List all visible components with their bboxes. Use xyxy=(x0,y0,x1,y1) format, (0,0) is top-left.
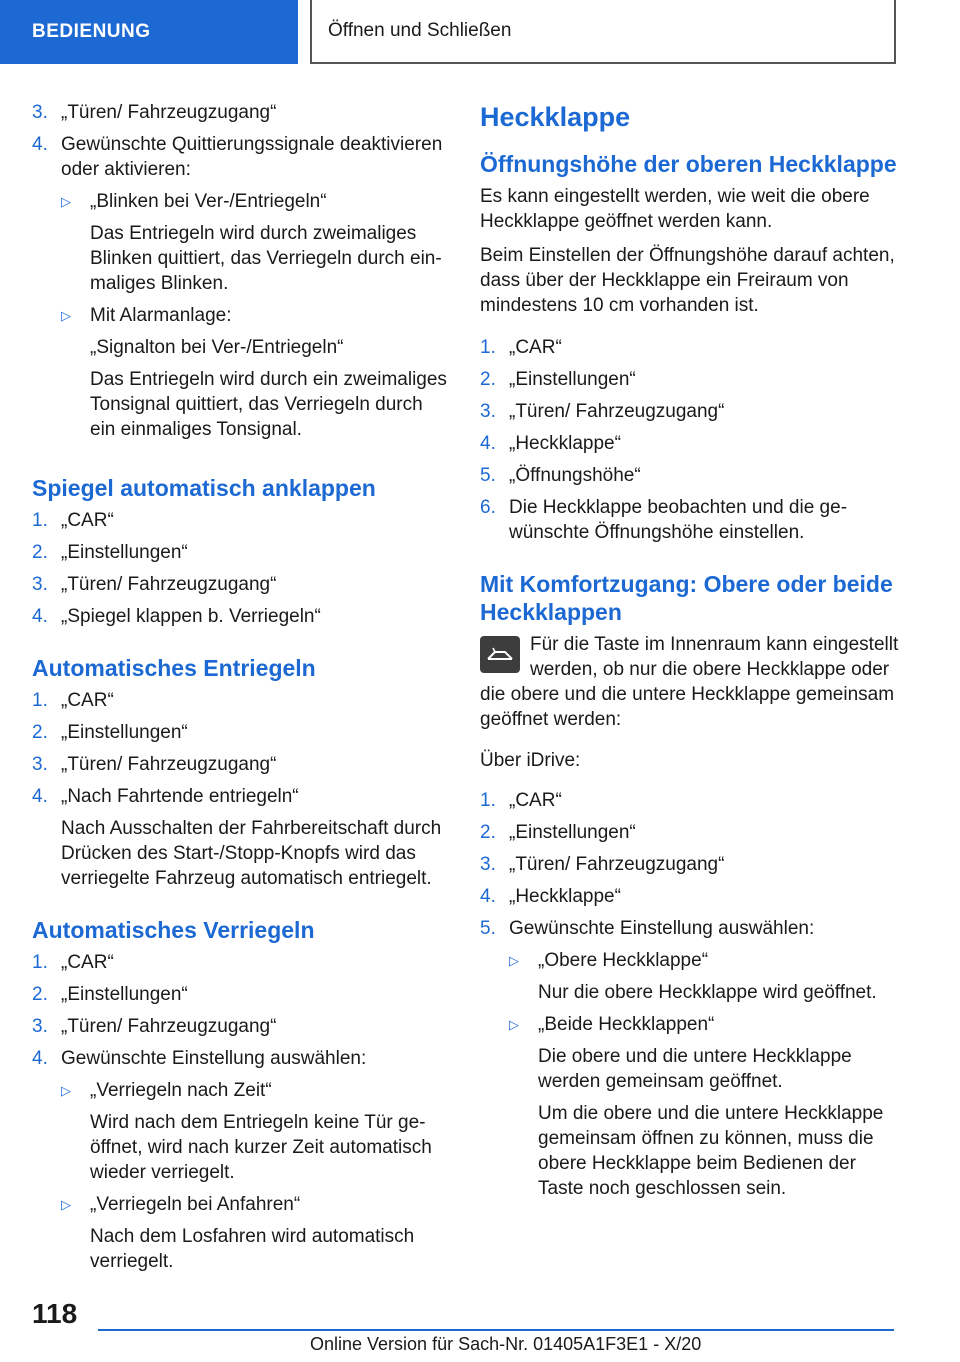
triangle-bullet-icon: ▷ xyxy=(61,1083,71,1098)
list-item xyxy=(480,431,900,456)
triangle-bullet-icon: ▷ xyxy=(509,953,519,968)
heading-oeffnungshoehe: Öffnungshöhe der oberen Heckklappe xyxy=(480,151,897,177)
list-item xyxy=(32,540,452,565)
list-number: 3. xyxy=(480,401,496,422)
list-number: 3. xyxy=(32,102,48,123)
paragraph: Beim Einstellen der Öffnungshöhe darauf achten, dass über der Heckklappe ein Freiraum von mindestens 10 cm vorhanden ist. xyxy=(480,245,895,316)
list-number: 3. xyxy=(32,574,48,595)
section-tab xyxy=(0,0,298,64)
list-item xyxy=(480,852,900,877)
sub-item xyxy=(61,1078,452,1185)
list-note: Nach Ausschalten der Fahrbereitschaft durch Drücken des Start-/Stopp-Knopfs wird das verriegelte Fahrzeug automatisch entriegelt. xyxy=(61,818,442,889)
triangle-bullet-icon: ▷ xyxy=(509,1017,519,1032)
list-number: 3. xyxy=(32,754,48,775)
komfort-list xyxy=(480,788,900,1208)
list-item xyxy=(480,367,900,392)
page-number: 118 xyxy=(32,1298,78,1329)
list-text: „Einstellungen“ xyxy=(61,984,188,1005)
list-text: Die Heckklappe beobachten und die gewünschte Öffnungshöhe einstellen. xyxy=(509,497,848,543)
list-number: 6. xyxy=(480,497,496,518)
list-item xyxy=(480,495,900,545)
list-number: 1. xyxy=(32,690,48,711)
sub-text: „Verriegeln bei Anfahren“ xyxy=(90,1194,301,1215)
sub-item xyxy=(509,948,900,1005)
list-item xyxy=(32,508,452,533)
sub-text: Nur die obere Heckklappe wird geöffnet. xyxy=(538,982,877,1003)
sub-text: Das Entriegeln wird durch zweimaliges Blinken quittiert, das Verriegeln durch einmaliges Blinken. xyxy=(90,223,442,294)
paragraph: Es kann eingestellt werden, wie weit die obere Heckklappe geöffnet werden kann. xyxy=(480,186,870,232)
list-text: „Türen/ Fahrzeugzugang“ xyxy=(61,754,277,775)
heading-komfortzugang: Mit Komfortzugang: Obere oder beide Heckklappen xyxy=(480,571,893,625)
list-item xyxy=(32,100,452,125)
list-text: „CAR“ xyxy=(61,690,114,711)
list-item xyxy=(32,982,452,1007)
list-number: 5. xyxy=(480,918,496,939)
triangle-bullet-icon: ▷ xyxy=(61,194,71,209)
list-text: „Türen/ Fahrzeugzugang“ xyxy=(61,102,277,123)
list-text: „CAR“ xyxy=(61,510,114,531)
list-text: Gewünschte Einstellung auswählen: xyxy=(509,918,815,939)
entriegeln-list xyxy=(32,688,452,891)
icon-paragraph-text: Für die Taste im Innenraum kann eingestellt werden, ob nur die obere Heckklappe oder die obere und die untere Heckklappe gemeinsam geöffnet werden: xyxy=(480,634,899,730)
tailgate-key-icon xyxy=(480,636,520,673)
list-item xyxy=(480,788,900,813)
sub-text: Wird nach dem Entriegeln keine Tür geöffnet, wird nach kurzer Zeit automatisch wieder verriegelt. xyxy=(90,1112,432,1183)
list-number: 4. xyxy=(32,134,48,155)
chapter-title-box xyxy=(310,0,896,64)
list-item xyxy=(32,1046,452,1281)
icon-paragraph xyxy=(480,632,900,732)
triangle-bullet-icon: ▷ xyxy=(61,308,71,323)
sub-text: Das Entriegeln wird durch ein zweimaliges Tonsignal quittiert, das Verriegeln durch ein einmaliges Tonsignal. xyxy=(90,369,447,440)
list-item xyxy=(32,752,452,777)
sub-text: Um die obere und die untere Heckklappe gemeinsam öffnen zu können, muss die obere Heckklappe beim Bedienen der Taste noch geschlossen sein. xyxy=(538,1103,884,1199)
list-number: 2. xyxy=(480,822,496,843)
list-number: 2. xyxy=(480,369,496,390)
sub-text: Die obere und die untere Heckklappe werden gemeinsam geöffnet. xyxy=(538,1046,852,1092)
list-text: „Einstellungen“ xyxy=(61,722,188,743)
list-text: „CAR“ xyxy=(509,337,562,358)
list-text: „CAR“ xyxy=(61,952,114,973)
sub-text: „Verriegeln nach Zeit“ xyxy=(90,1080,272,1101)
list-text: „Türen/ Fahrzeugzugang“ xyxy=(61,1016,277,1037)
list-number: 3. xyxy=(32,1016,48,1037)
list-number: 1. xyxy=(480,790,496,811)
list-text: „CAR“ xyxy=(509,790,562,811)
list-number: 1. xyxy=(480,337,496,358)
list-text: „Öffnungshöhe“ xyxy=(509,465,641,486)
list-text: „Türen/ Fahrzeugzugang“ xyxy=(61,574,277,595)
list-text: „Einstellungen“ xyxy=(61,542,188,563)
chapter-title: Öffnen und Schließen xyxy=(328,20,512,41)
list-text: „Nach Fahrtende entriegeln“ xyxy=(61,786,299,807)
list-text: Gewünschte Quittierungssignale deaktivieren oder aktivieren: xyxy=(61,134,443,180)
idrive-label: Über iDrive: xyxy=(480,750,581,771)
verriegeln-list xyxy=(32,950,452,1281)
list-item xyxy=(32,132,452,449)
sub-text: Nach dem Losfahren wird automatisch verriegelt. xyxy=(90,1226,415,1272)
list-number: 2. xyxy=(32,722,48,743)
footer-divider xyxy=(98,1329,894,1331)
list-item xyxy=(32,688,452,713)
list-item xyxy=(480,335,900,360)
list-text: „Türen/ Fahrzeugzugang“ xyxy=(509,854,725,875)
list-number: 4. xyxy=(32,1048,48,1069)
list-number: 1. xyxy=(32,510,48,531)
list-number: 3. xyxy=(480,854,496,875)
list-item xyxy=(32,1014,452,1039)
list-item xyxy=(32,720,452,745)
list-item xyxy=(32,604,452,629)
sub-text: Mit Alarmanlage: xyxy=(90,305,232,326)
list-text: „Spiegel klappen b. Verriegeln“ xyxy=(61,606,321,627)
list-number: 4. xyxy=(480,886,496,907)
sub-text: „Obere Heckklappe“ xyxy=(538,950,709,971)
list-item xyxy=(32,784,452,891)
triangle-bullet-icon: ▷ xyxy=(61,1197,71,1212)
hoehe-list xyxy=(480,335,900,545)
heading-entriegeln: Automatisches Entriegeln xyxy=(32,655,316,681)
footer-online-version: Online Version für Sach-Nr. 01405A1F3E1 - X/20 xyxy=(310,1334,702,1354)
spiegel-list xyxy=(32,508,452,629)
list-number: 1. xyxy=(32,952,48,973)
top-list xyxy=(32,100,452,449)
list-number: 4. xyxy=(32,786,48,807)
sub-text: „Beide Heckklappen“ xyxy=(538,1014,715,1035)
right-column xyxy=(480,100,900,1215)
heading-spiegel: Spiegel automatisch anklappen xyxy=(32,475,376,501)
list-text: „Einstellungen“ xyxy=(509,369,636,390)
sub-item xyxy=(61,303,452,442)
list-text: „Heckklappe“ xyxy=(509,433,621,454)
list-number: 2. xyxy=(32,984,48,1005)
list-text: „Türen/ Fahrzeugzugang“ xyxy=(509,401,725,422)
list-number: 4. xyxy=(32,606,48,627)
heading-verriegeln: Automatisches Verriegeln xyxy=(32,917,315,943)
sub-text: „Signalton bei Ver-/Entriegeln“ xyxy=(90,337,344,358)
list-text: „Heckklappe“ xyxy=(509,886,621,907)
sub-item xyxy=(61,1192,452,1274)
list-item xyxy=(480,820,900,845)
list-item xyxy=(480,463,900,488)
list-item xyxy=(480,399,900,424)
sub-item xyxy=(61,189,452,296)
heading-heckklappe: Heckklappe xyxy=(480,102,631,132)
list-text: „Einstellungen“ xyxy=(509,822,636,843)
sub-item xyxy=(509,1012,900,1201)
list-item xyxy=(480,916,900,1208)
left-column xyxy=(32,100,452,1288)
list-text: Gewünschte Einstellung auswählen: xyxy=(61,1048,367,1069)
section-label: BEDIENUNG xyxy=(32,21,151,42)
list-item xyxy=(480,884,900,909)
list-number: 4. xyxy=(480,433,496,454)
list-item xyxy=(32,950,452,975)
sub-text: „Blinken bei Ver-/Entriegeln“ xyxy=(90,191,327,212)
list-number: 2. xyxy=(32,542,48,563)
list-item xyxy=(32,572,452,597)
list-number: 5. xyxy=(480,465,496,486)
